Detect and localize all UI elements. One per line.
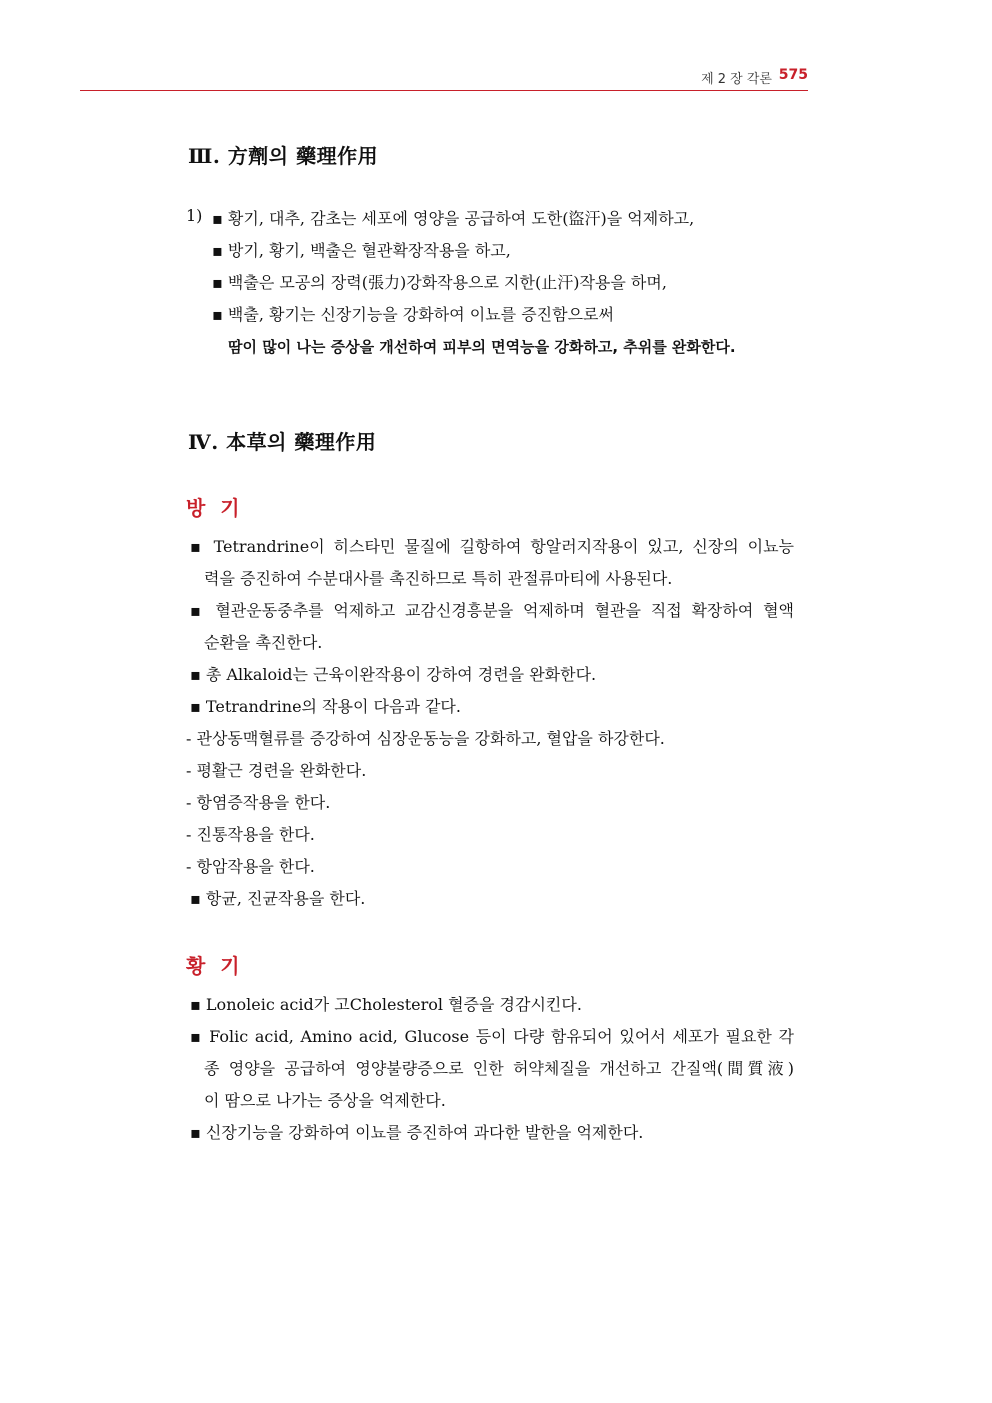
list-item: - 관상동맥혈류를 증강하여 심장운동능을 강화하고, 혈압을 하강한다. <box>186 729 665 748</box>
list-number: 1) <box>186 206 203 225</box>
page-number: 575 <box>778 67 808 83</box>
list-item: 종 영양을 공급하여 영양불량증으로 인한 허약체질을 개선하고 간질액(間質液) <box>204 1059 794 1078</box>
section-4-title: Ⅳ. 本草의 藥理作用 <box>188 430 377 454</box>
list-item: ▪ Tetrandrine이 히스타민 물질에 길항하여 항알러지작용이 있고, 신장의 이뇨능 <box>190 537 794 556</box>
section-3-title: Ⅲ. 方劑의 藥理作用 <box>188 144 379 168</box>
herb-heading-banggi: 방 기 <box>186 496 244 520</box>
list-item: 이 땀으로 나가는 증상을 억제한다. <box>204 1091 446 1110</box>
list-item: ▪ 황기, 대추, 감초는 세포에 영양을 공급하여 도한(盜汗)을 억제하고, <box>212 209 695 228</box>
list-item: ▪ Folic acid, Amino acid, Glucose 등이 다량 함유되어 있어서 세포가 필요한 각 <box>190 1027 794 1046</box>
list-item: ▪ 신장기능을 강화하여 이뇨를 증진하여 과다한 발한을 억제한다. <box>190 1123 644 1142</box>
list-item: 력을 증진하여 수분대사를 촉진하므로 특히 관절류마티에 사용된다. <box>204 569 673 588</box>
list-item: - 진통작용을 한다. <box>186 825 315 844</box>
list-item: ▪ 혈관운동중추를 억제하고 교감신경흥분을 억제하며 혈관을 직접 확장하여 혈액 <box>190 601 794 620</box>
list-item: ▪ 백출은 모공의 장력(張力)강화작용으로 지한(止汗)작용을 하며, <box>212 273 667 292</box>
section-3-conclusion: 땀이 많이 나는 증상을 개선하여 피부의 면역능을 강화하고, 추위를 완화한다. <box>228 338 736 356</box>
chapter-label: 제 2 장 각론 <box>701 72 772 87</box>
list-item: ▪ Tetrandrine의 작용이 다음과 같다. <box>190 697 461 716</box>
list-item: - 항암작용을 한다. <box>186 857 315 876</box>
list-item: - 평활근 경련을 완화한다. <box>186 761 367 780</box>
page-header <box>80 66 808 91</box>
list-item: ▪ 방기, 황기, 백출은 혈관확장작용을 하고, <box>212 241 511 260</box>
list-item: ▪ 항균, 진균작용을 한다. <box>190 889 366 908</box>
list-item: - 항염증작용을 한다. <box>186 793 331 812</box>
list-item: ▪ 백출, 황기는 신장기능을 강화하여 이뇨를 증진함으로써 <box>212 305 614 324</box>
list-item: ▪ Lonoleic acid가 고Cholesterol 혈증을 경감시킨다. <box>190 995 582 1014</box>
list-item: 순환을 촉진한다. <box>204 633 323 652</box>
herb-heading-hwanggi: 황 기 <box>186 954 244 978</box>
list-item: ▪ 총 Alkaloid는 근육이완작용이 강하여 경련을 완화한다. <box>190 665 597 684</box>
